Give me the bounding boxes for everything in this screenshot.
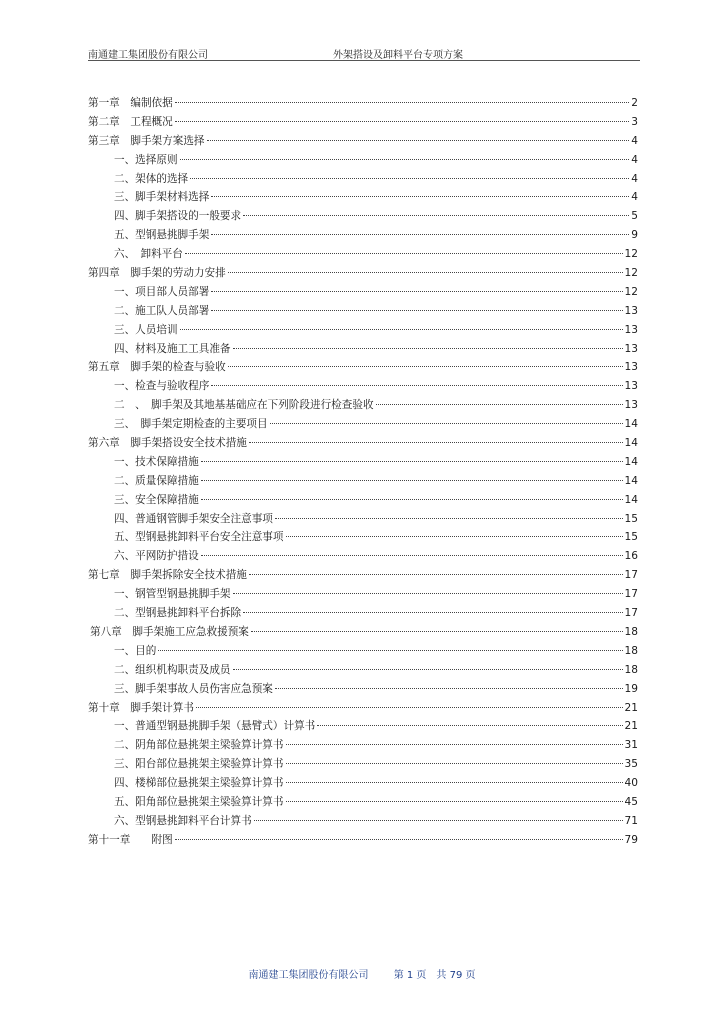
toc-entry-title: 五、型钢悬挑脚手架 <box>114 229 210 242</box>
toc-section-entry[interactable] <box>88 755 638 774</box>
toc-dot-leader <box>286 536 623 537</box>
toc-dot-leader <box>175 102 630 103</box>
toc-entry-page: 31 <box>624 739 638 752</box>
toc-section-entry[interactable] <box>88 585 638 604</box>
toc-entry-title: 四、材料及施工工具准备 <box>114 342 231 355</box>
footer-company: 南通建工集团股份有限公司 <box>248 970 369 981</box>
toc-entry-page: 3 <box>631 115 638 128</box>
toc-entry-page: 71 <box>624 814 638 827</box>
toc-entry-title: 三、 脚手架定期检查的主要项目 <box>114 418 268 431</box>
toc-entry-title: 一、选择原则 <box>114 153 178 166</box>
toc-dot-leader <box>317 725 622 726</box>
toc-entry-page: 13 <box>624 361 638 374</box>
toc-entry-page: 40 <box>624 777 638 790</box>
toc-section-entry[interactable] <box>88 415 638 434</box>
toc-entry-page: 2 <box>631 97 638 109</box>
toc-dot-leader <box>251 631 623 632</box>
toc-dot-leader <box>249 442 623 443</box>
toc-entry-title: 三、阳台部位悬挑架主梁验算计算书 <box>114 758 284 771</box>
toc-entry-title: 六、型钢悬挑卸料平台计算书 <box>114 814 252 827</box>
toc-entry-title: 六、平网防护措设 <box>114 550 199 563</box>
header-divider <box>88 60 640 61</box>
toc-entry-title: 一、技术保障措施 <box>114 455 199 468</box>
toc-entry-title: 第五章 脚手架的检查与验收 <box>88 361 226 374</box>
toc-section-entry[interactable] <box>88 151 638 170</box>
toc-dot-leader <box>175 121 630 122</box>
toc-entry-page: 17 <box>624 607 638 620</box>
table-of-contents <box>88 94 638 850</box>
toc-dot-leader <box>207 140 630 141</box>
toc-dot-leader <box>185 253 623 254</box>
toc-section-entry[interactable] <box>88 491 638 510</box>
toc-dot-leader <box>211 291 622 292</box>
footer-page-info: 第 1 页 共 79 页 <box>393 970 476 981</box>
toc-chapter-entry[interactable] <box>88 358 638 377</box>
toc-section-entry[interactable] <box>88 377 638 396</box>
toc-entry-title: 第二章 工程概况 <box>88 115 173 128</box>
toc-section-entry[interactable] <box>88 547 638 566</box>
page-footer <box>0 966 724 981</box>
toc-dot-leader <box>228 272 623 273</box>
toc-entry-title: 一、检查与验收程序 <box>114 380 210 393</box>
toc-dot-leader <box>180 329 623 330</box>
toc-entry-title: 第十章 脚手架计算书 <box>88 701 194 714</box>
toc-entry-page: 4 <box>631 134 638 147</box>
toc-entry-title: 五、阳角部位悬挑架主梁验算计算书 <box>114 795 284 808</box>
toc-dot-leader <box>180 159 630 160</box>
toc-entry-page: 4 <box>631 172 638 185</box>
toc-entry-page: 18 <box>624 625 638 638</box>
toc-entry-page: 13 <box>624 342 638 355</box>
toc-dot-leader <box>243 612 622 613</box>
toc-entry-page: 4 <box>631 153 638 166</box>
toc-entry-page: 21 <box>624 701 638 714</box>
toc-entry-page: 13 <box>624 323 638 336</box>
toc-entry-title: 第六章 脚手架搭设安全技术措施 <box>88 437 247 450</box>
toc-entry-title: 二、架体的选择 <box>114 172 189 185</box>
toc-section-entry[interactable] <box>88 736 638 755</box>
toc-section-entry[interactable] <box>88 170 638 189</box>
toc-section-entry[interactable] <box>88 642 638 661</box>
toc-section-entry[interactable] <box>88 245 638 264</box>
toc-entry-title: 一、目的 <box>114 644 157 657</box>
toc-entry-page: 14 <box>624 474 638 487</box>
toc-dot-leader <box>233 669 623 670</box>
toc-section-entry[interactable] <box>88 340 638 359</box>
toc-entry-page: 14 <box>624 493 638 506</box>
toc-dot-leader <box>211 385 622 386</box>
toc-section-entry[interactable] <box>88 207 638 226</box>
toc-entry-page: 13 <box>624 304 638 317</box>
toc-entry-title: 二、组织机构职责及成员 <box>114 663 231 676</box>
toc-entry-page: 13 <box>624 380 638 393</box>
toc-dot-leader <box>275 688 623 689</box>
toc-dot-leader <box>228 366 623 367</box>
toc-entry-title: 六、 卸料平台 <box>114 248 183 261</box>
toc-entry-page: 15 <box>624 531 638 544</box>
toc-dot-leader <box>233 348 623 349</box>
toc-dot-leader <box>249 574 623 575</box>
toc-dot-leader <box>275 518 623 519</box>
toc-section-entry[interactable] <box>88 188 638 207</box>
toc-section-entry[interactable] <box>88 717 638 736</box>
toc-dot-leader <box>286 782 623 783</box>
toc-entry-title: 第八章 脚手架施工应急救援预案 <box>90 625 249 638</box>
toc-entry-title: 二、型钢悬挑卸料平台拆除 <box>114 607 242 620</box>
toc-chapter-entry[interactable] <box>88 434 638 453</box>
toc-chapter-entry[interactable] <box>88 831 638 850</box>
toc-dot-leader <box>201 461 623 462</box>
toc-dot-leader <box>158 650 622 651</box>
toc-section-entry[interactable] <box>88 510 638 529</box>
toc-entry-page: 18 <box>624 663 638 676</box>
toc-section-entry[interactable] <box>88 528 638 547</box>
header-company: 南通建工集团股份有限公司 <box>88 50 208 61</box>
toc-entry-page: 12 <box>624 285 638 298</box>
toc-entry-title: 四、脚手架搭设的一般要求 <box>114 210 242 223</box>
toc-entry-page: 14 <box>624 437 638 450</box>
toc-entry-title: 一、钢管型钢悬挑脚手架 <box>114 588 231 601</box>
toc-entry-page: 45 <box>624 795 638 808</box>
toc-section-entry[interactable] <box>88 283 638 302</box>
toc-entry-title: 第四章 脚手架的劳动力安排 <box>88 267 226 280</box>
toc-entry-title: 二、阴角部位悬挑架主梁验算计算书 <box>114 739 284 752</box>
toc-section-entry[interactable] <box>88 604 638 623</box>
toc-dot-leader <box>211 310 622 311</box>
toc-entry-title: 一、普通型钢悬挑脚手架（悬臂式）计算书 <box>114 720 316 733</box>
toc-section-entry[interactable] <box>88 472 638 491</box>
toc-entry-page: 12 <box>624 267 638 280</box>
toc-entry-page: 14 <box>624 455 638 468</box>
toc-section-entry[interactable] <box>88 812 638 831</box>
toc-dot-leader <box>376 404 623 405</box>
toc-dot-leader <box>270 423 623 424</box>
toc-entry-page: 4 <box>631 191 638 204</box>
toc-entry-page: 13 <box>624 399 638 412</box>
toc-dot-leader <box>201 480 623 481</box>
toc-chapter-entry[interactable] <box>88 623 638 642</box>
toc-section-entry[interactable] <box>88 226 638 245</box>
toc-section-entry[interactable] <box>88 793 638 812</box>
toc-dot-leader <box>201 499 623 500</box>
toc-dot-leader <box>175 839 623 840</box>
toc-entry-title: 第十一章 附图 <box>88 833 173 846</box>
toc-section-entry[interactable] <box>88 396 638 415</box>
toc-chapter-entry[interactable] <box>88 566 638 585</box>
toc-section-entry[interactable] <box>88 302 638 321</box>
toc-entry-page: 19 <box>624 682 638 695</box>
toc-dot-leader <box>196 707 623 708</box>
header-doc-title: 外架搭设及卸料平台专项方案 <box>333 50 463 61</box>
toc-dot-leader <box>211 196 629 197</box>
toc-entry-page: 9 <box>631 229 638 242</box>
toc-dot-leader <box>201 555 623 556</box>
toc-entry-title: 第七章 脚手架拆除安全技术措施 <box>88 569 247 582</box>
toc-dot-leader <box>190 178 629 179</box>
toc-chapter-entry[interactable] <box>88 132 638 151</box>
toc-entry-title: 三、人员培训 <box>114 323 178 336</box>
toc-section-entry[interactable] <box>88 453 638 472</box>
toc-entry-page: 35 <box>624 758 638 771</box>
toc-dot-leader <box>286 744 623 745</box>
toc-entry-page: 16 <box>624 550 638 563</box>
toc-entry-page: 17 <box>624 588 638 601</box>
toc-section-entry[interactable] <box>88 680 638 699</box>
toc-entry-title: 二、施工队人员部署 <box>114 304 210 317</box>
toc-chapter-entry[interactable] <box>88 94 638 113</box>
toc-section-entry[interactable] <box>88 774 638 793</box>
toc-section-entry[interactable] <box>88 321 638 340</box>
toc-entry-page: 79 <box>624 833 638 846</box>
toc-dot-leader <box>286 763 623 764</box>
toc-entry-title: 第三章 脚手架方案选择 <box>88 134 205 147</box>
toc-entry-title: 一、项目部人员部署 <box>114 285 210 298</box>
toc-entry-title: 四、普通钢管脚手架安全注意事项 <box>114 512 273 525</box>
toc-entry-page: 21 <box>624 720 638 733</box>
toc-chapter-entry[interactable] <box>88 264 638 283</box>
toc-dot-leader <box>254 820 623 821</box>
toc-entry-page: 15 <box>624 512 638 525</box>
toc-section-entry[interactable] <box>88 661 638 680</box>
toc-entry-title: 第一章 编制依据 <box>88 97 173 109</box>
toc-entry-title: 四、楼梯部位悬挑架主梁验算计算书 <box>114 777 284 790</box>
toc-chapter-entry[interactable] <box>88 699 638 718</box>
toc-dot-leader <box>286 801 623 802</box>
toc-entry-title: 三、安全保障措施 <box>114 493 199 506</box>
toc-entry-title: 三、脚手架事故人员伤害应急预案 <box>114 682 273 695</box>
toc-entry-page: 14 <box>624 418 638 431</box>
toc-entry-page: 18 <box>624 644 638 657</box>
toc-entry-title: 二、质量保障措施 <box>114 474 199 487</box>
toc-chapter-entry[interactable] <box>88 113 638 132</box>
toc-entry-title: 三、脚手架材料选择 <box>114 191 210 204</box>
toc-entry-title: 二 、 脚手架及其地基基础应在下列阶段进行检查验收 <box>114 399 374 412</box>
toc-entry-page: 17 <box>624 569 638 582</box>
toc-entry-page: 12 <box>624 248 638 261</box>
toc-dot-leader <box>243 215 629 216</box>
toc-dot-leader <box>233 593 623 594</box>
toc-entry-title: 五、型钢悬挑卸料平台安全注意事项 <box>114 531 284 544</box>
toc-dot-leader <box>211 234 629 235</box>
toc-entry-page: 5 <box>631 210 638 223</box>
